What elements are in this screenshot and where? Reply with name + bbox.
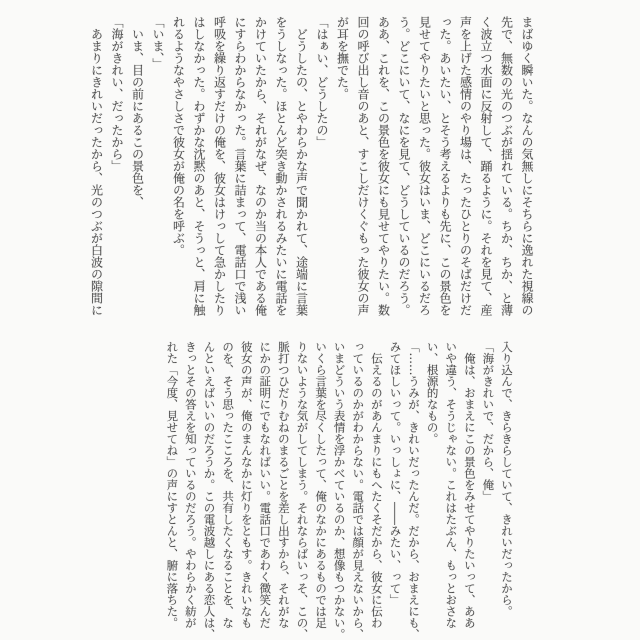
text-line: 見せてやりたいと思った。彼女はいま、どこにいるだろ xyxy=(417,16,432,316)
text-line: 彼女の声が、俺のまんなかに灯りをともす。きれいなも xyxy=(239,341,254,629)
text-line: かけていたから、それがなぜ、なのか当の本人である俺 xyxy=(253,16,268,316)
text-line: いま、目の前にあるこの景色を、 xyxy=(130,16,145,208)
text-line: 「いま、」 xyxy=(151,16,165,70)
text-line: 声を上げた感情のやり場は、たったひとりのそばだけだ xyxy=(458,16,473,316)
text-line: れた「今度、見せてね」の声にすとんと、腑に落ちた。 xyxy=(165,341,180,629)
text-line: く波立つ水面に反射して、踊るように。それを見て、産 xyxy=(479,16,493,316)
text-line: まばゆく瞬いた。なんの気無しにそちらに逸れた視線の xyxy=(520,16,534,316)
text-line: 俺は、おまえにこの景色をみせてやりたいって、ああ xyxy=(462,341,477,629)
text-line: みてほしいって。いっしょに、――みたい、って」 xyxy=(388,341,403,606)
text-line: いまどういう表情を浮かべているのか、想像もつかない。 xyxy=(332,341,347,640)
text-line: をうしなった。ほとんど突き動かされるみたいに電話を xyxy=(274,16,288,316)
text-line: れるようなやさしさで彼女が俺の名を呼ぶ。 xyxy=(171,16,186,256)
text-line: あまりにきれいだったから、光のつぶが白波の隙間に xyxy=(89,16,104,316)
text-line: 「海がきれい、だったから」 xyxy=(110,16,124,172)
text-line: 「海がきれいで、だから、俺」 xyxy=(481,341,496,502)
text-line: 回の呼び出し音のあと、すこしだけくぐもった彼女の声 xyxy=(356,16,370,316)
text-line: どうしたの、とやわらかな声で聞かれて、途端に言葉 xyxy=(294,16,309,316)
text-line: んといえばいいのだろうか。この電波越しにある恋人は、 xyxy=(202,341,217,640)
text-line: が耳を撫でた。 xyxy=(335,16,350,100)
text-line: う。どこにいて、なにを見て、どうしているのだろう。 xyxy=(397,16,411,316)
text-block-bottom xyxy=(163,341,516,640)
text-line: 先で、無数の光のつぶが揺れている。ちか、ちか、と薄 xyxy=(499,16,514,316)
text-line: 「はぁい、どうしたの」 xyxy=(315,16,329,148)
text-line: っているのかがわからない。電話では顔が見えないから、 xyxy=(351,341,366,640)
text-line: った。あいたい、とそう考えるよりも先に、この景色を xyxy=(438,16,452,316)
text-block-top xyxy=(86,16,537,316)
text-line: りないような気がしてしまう。それならばいっそ、この、 xyxy=(295,341,310,640)
text-line: にすらわからなかった。言葉に詰まって、電話口で浅い xyxy=(233,16,247,316)
text-line: 伝えるのがあんまりにもへたくそだから、彼女に伝わ xyxy=(369,341,384,629)
text-line: 「……うみが、きれいだったんだ。だから、おまえにも、 xyxy=(407,341,422,640)
text-line: 入り込んで、きらきらしていて、きれいだったから。 xyxy=(500,341,514,617)
text-line: ああ、これを、この景色を彼女にも見せてやりたい。数 xyxy=(376,16,391,316)
text-line: はしなかった。わずかな沈黙のあと、そうっと、肩に触 xyxy=(192,16,206,316)
text-line: い、根源的なもの。 xyxy=(425,341,440,445)
text-line: いや違う、そうじゃない。これはたぶん、もっとおさな xyxy=(444,341,459,629)
text-line: にかの証明にでもなればいい。電話口であわく微笑んだ xyxy=(258,341,273,629)
text-line: 呼吸を繰り返すだけの俺を、彼女はけっして急かしたり xyxy=(212,16,227,316)
text-line: 脈打つひだりむねのまるごとを差し出すから、それがな xyxy=(276,341,291,629)
text-line: いくら言葉を尽くしたって、俺のなかにあるものでは足 xyxy=(314,341,329,629)
text-line: のを、そう思ったこころを、共有したくなることを、な xyxy=(221,341,236,629)
text-line: きっとその答えを知っているのだろう。やわらかく紡が xyxy=(183,341,198,629)
